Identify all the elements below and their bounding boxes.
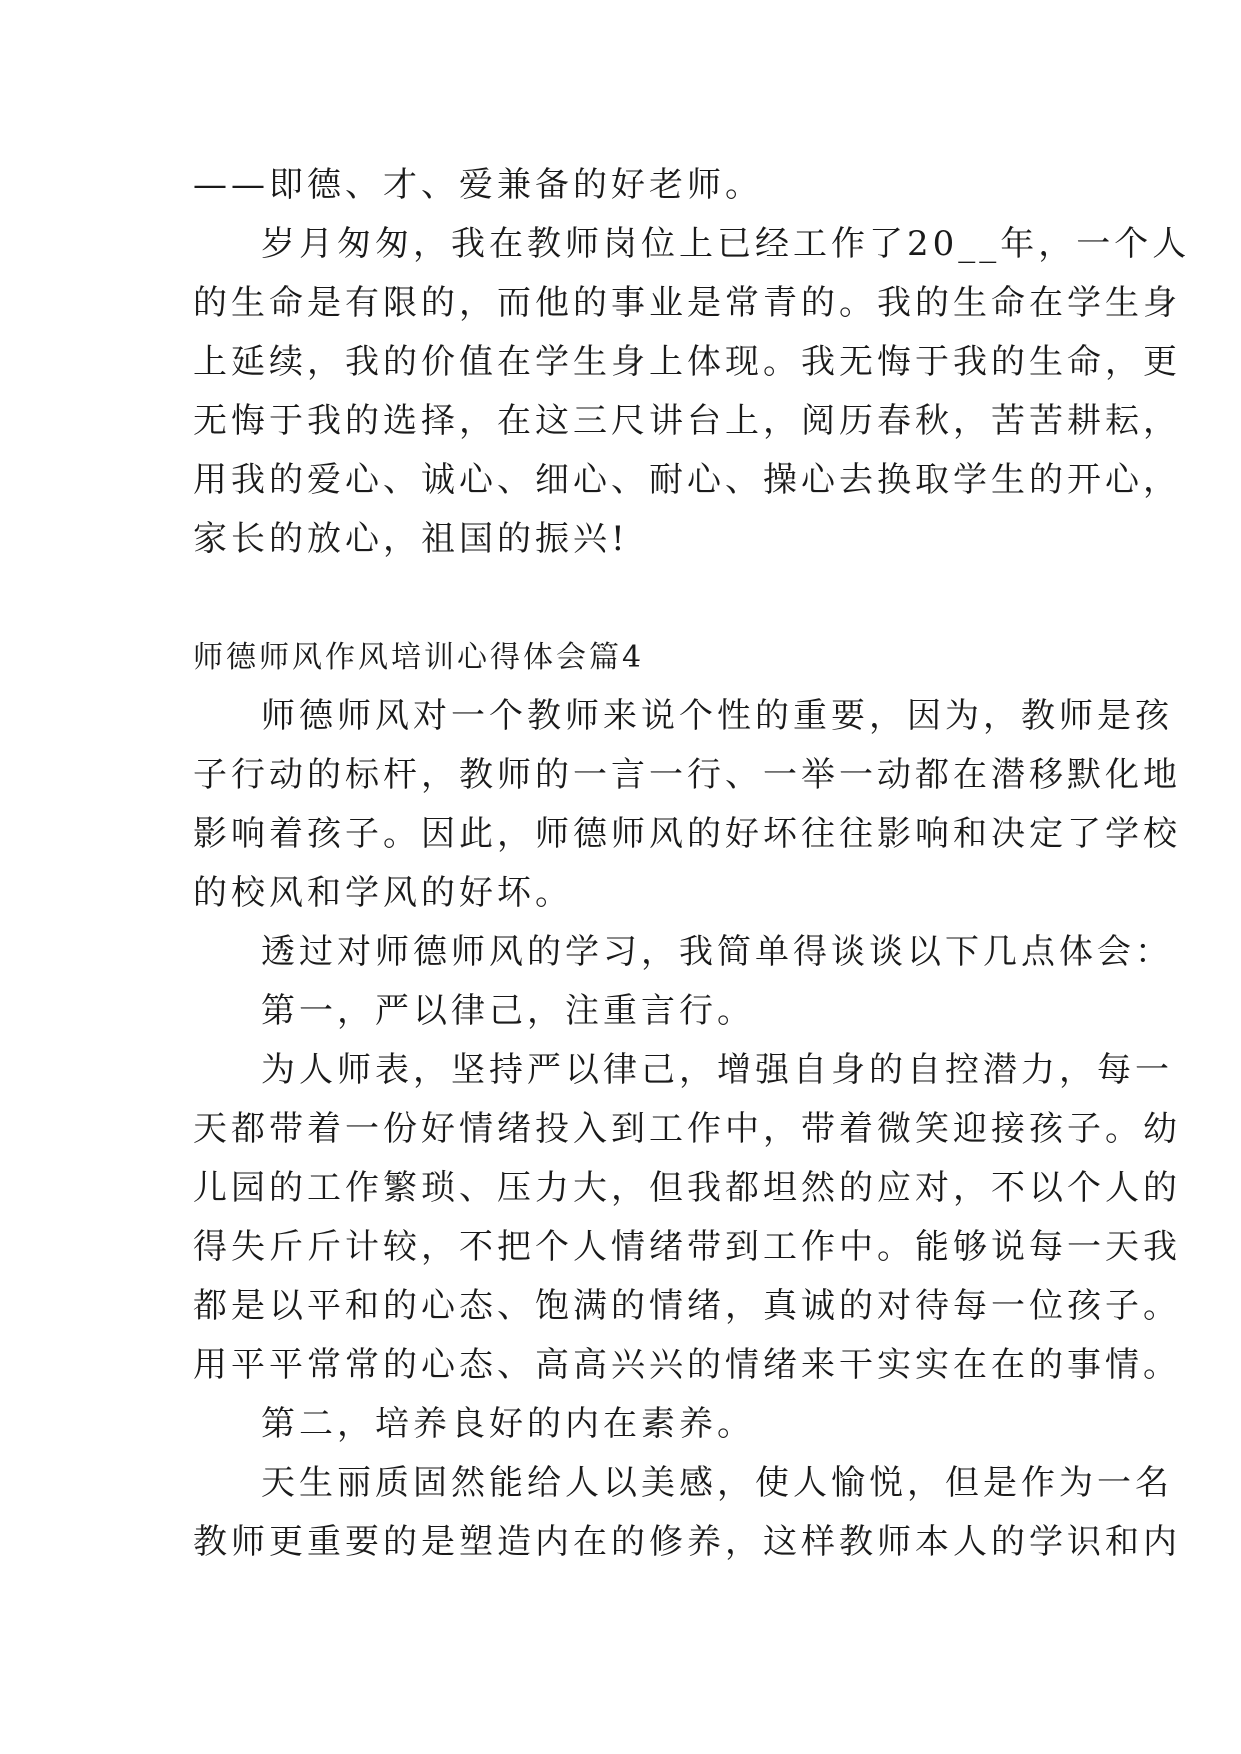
text-line: 师德师风对一个教师来说个性的重要，因为，教师是孩 [261, 696, 1173, 736]
text-line: 透过对师德师风的学习，我简单得谈谈以下几点体会： [261, 932, 1173, 972]
text-line: 天生丽质固然能给人以美感，使人愉悦，但是作为一名 [261, 1463, 1173, 1503]
text-line: 的校风和学风的好坏。 [193, 873, 573, 913]
text-line: ——即德、才、爱兼备的好老师。 [193, 165, 763, 205]
text-line: 岁月匆匆，我在教师岗位上已经工作了20__年，一个人 [261, 224, 1191, 264]
text-line: 用我的爱心、诚心、细心、耐心、操心去换取学生的开心， [193, 460, 1181, 500]
text-line: 都是以平和的心态、饱满的情绪，真诚的对待每一位孩子。 [193, 1286, 1181, 1326]
text-line: 第二，培养良好的内在素养。 [261, 1404, 755, 1444]
text-line: 儿园的工作繁琐、压力大，但我都坦然的应对，不以个人的 [193, 1168, 1181, 1208]
section-heading: 师德师风作风培训心得体会篇4 [193, 640, 645, 675]
text-line: 子行动的标杆，教师的一言一行、一举一动都在潜移默化地 [193, 755, 1181, 795]
document-body [193, 156, 1191, 1572]
text-line: 得失斤斤计较，不把个人情绪带到工作中。能够说每一天我 [193, 1227, 1181, 1267]
text-line: 第一，严以律己，注重言行。 [261, 991, 755, 1031]
text-line: 影响着孩子。因此，师德师风的好坏往往影响和决定了学校 [193, 814, 1181, 854]
text-line: 为人师表，坚持严以律己，增强自身的自控潜力，每一 [261, 1050, 1173, 1090]
text-line: 用平平常常的心态、高高兴兴的情绪来干实实在在的事情。 [193, 1345, 1181, 1385]
text-line: 教师更重要的是塑造内在的修养，这样教师本人的学识和内 [193, 1522, 1181, 1562]
text-line: 无悔于我的选择，在这三尺讲台上，阅历春秋，苦苦耕耘， [193, 401, 1181, 441]
text-line: 的生命是有限的，而他的事业是常青的。我的生命在学生身 [193, 283, 1181, 323]
text-line: 上延续，我的价值在学生身上体现。我无悔于我的生命，更 [193, 342, 1181, 382]
paragraph-gap [193, 569, 1063, 628]
text-line: 家长的放心，祖国的振兴! [193, 519, 629, 559]
text-line: 天都带着一份好情绪投入到工作中，带着微笑迎接孩子。幼 [193, 1109, 1181, 1149]
